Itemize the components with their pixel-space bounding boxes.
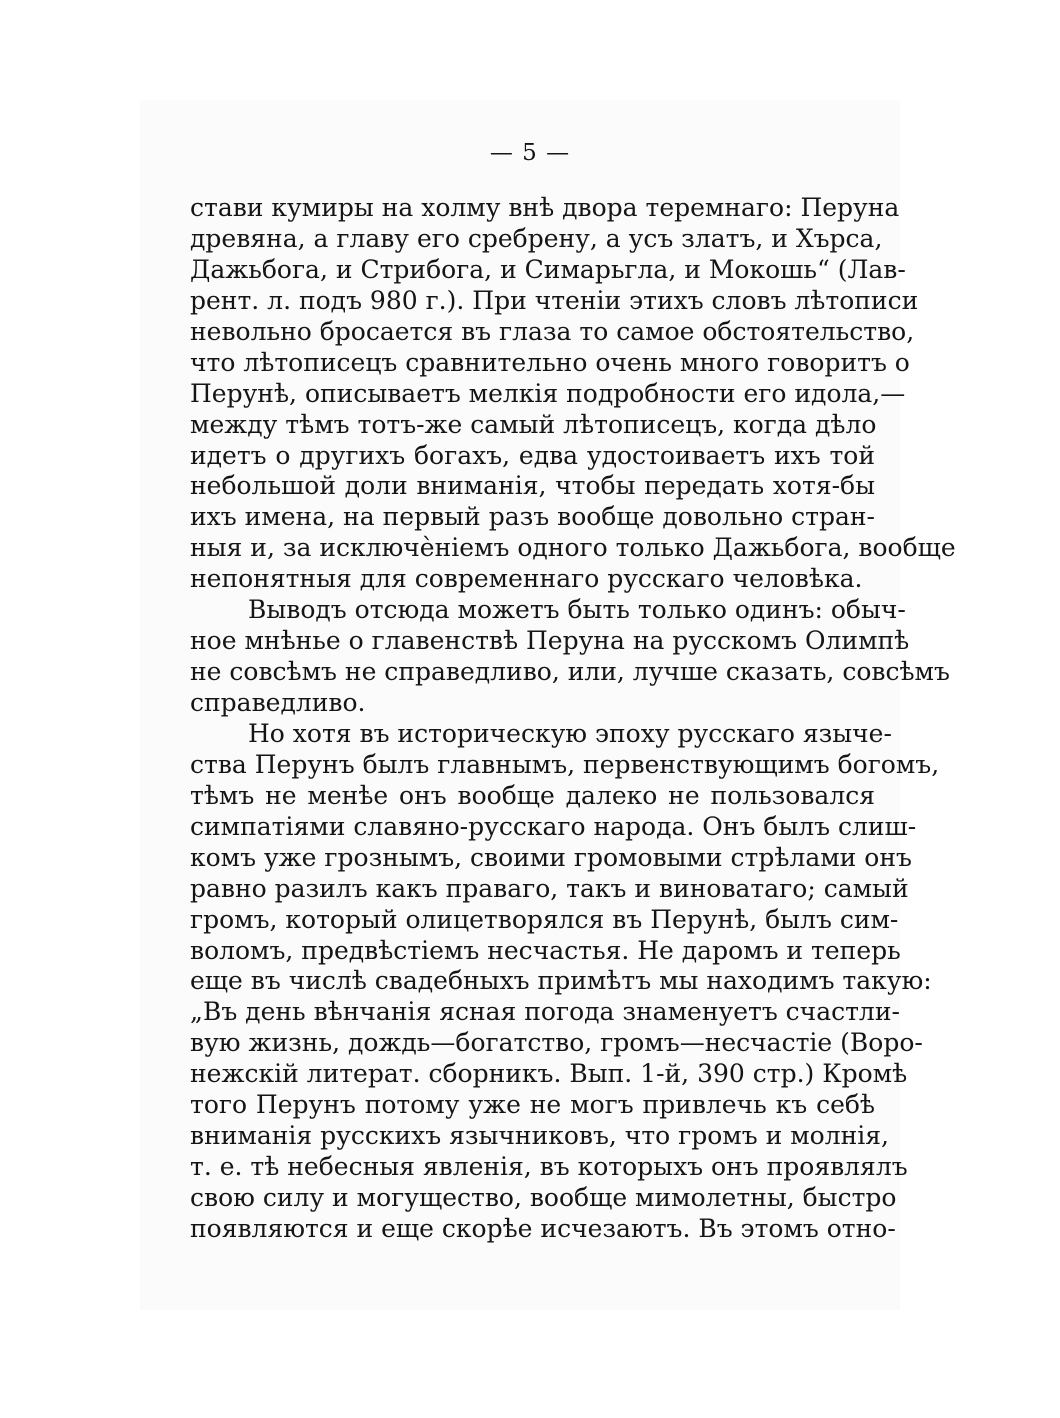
text-line: Перунѣ, описываетъ мелкiя подробности его идола,— bbox=[190, 378, 906, 408]
text-line: невольно бросается въ глаза то самое обстоятельство, bbox=[190, 316, 915, 346]
text-line: ства Перунъ былъ главнымъ, первенствующимъ богомъ, bbox=[190, 749, 940, 779]
paragraph-start-line: Выводъ отсюда можетъ быть только одинъ: обыч- bbox=[248, 595, 906, 625]
text-line: Дажьбога, и Стрибога, и Симарьгла, и Мокошь“ (Лав- bbox=[190, 254, 906, 284]
text-line: нежскiй литерат. сборникъ. Вып. 1-й, 390 стр.) Кромѣ bbox=[190, 1059, 908, 1089]
text-line: еще въ числѣ свадебныхъ примѣтъ мы находимъ такую: bbox=[190, 966, 932, 996]
text-line: воломъ, предвѣстiемъ несчастья. Не даромъ и теперь bbox=[190, 935, 901, 965]
text-line: ное мнѣнье о главенствѣ Перуна на русскомъ Олимпѣ bbox=[190, 626, 910, 656]
text-line: справедливо. bbox=[190, 688, 366, 717]
paragraph-start-line: Но хотя въ историческую эпоху русскаго языче- bbox=[248, 718, 892, 748]
text-line: ныя и, за исключѐнiемъ одного только Дажьбога, вообще bbox=[190, 533, 956, 563]
body-text bbox=[190, 193, 956, 1245]
text-line: что лѣтописецъ сравнительно очень много говоритъ о bbox=[190, 347, 910, 377]
text-line: свою силу и могущество, вообще мимолетны, быстро bbox=[190, 1183, 897, 1212]
text-line: между тѣмъ тотъ-же самый лѣтописецъ, когда дѣло bbox=[190, 409, 877, 439]
text-line: равно разилъ какъ праваго, такъ и виноватаго; самый bbox=[190, 873, 909, 903]
text-line: ихъ имена, на первый разъ вообще довольно стран- bbox=[190, 502, 875, 532]
text-line: громъ, который олицетворялся въ Перунѣ, былъ сим- bbox=[190, 904, 899, 934]
text-line: т. е. тѣ небесныя явленiя, въ которыхъ онъ проявлялъ bbox=[190, 1152, 908, 1182]
text-line: не совсѣмъ не справедливо, или, лучше сказать, совсѣмъ bbox=[190, 657, 950, 687]
text-line: симпатiями славяно-русскаго народа. Онъ былъ слиш- bbox=[190, 811, 917, 841]
text-line: того Перунъ потому уже не могъ привлечь къ себѣ bbox=[190, 1090, 875, 1120]
text-line: идетъ о другихъ богахъ, едва удостоиваетъ ихъ той bbox=[190, 440, 875, 470]
text-line: древяна, а главу его сребрену, а усъ златъ, и Хърса, bbox=[190, 223, 883, 253]
text-line: рент. л. подъ 980 г.). При чтенiи этихъ словъ лѣтописи bbox=[190, 285, 919, 315]
text-line: комъ уже грознымъ, своими громовыми стрѣлами онъ bbox=[190, 842, 912, 872]
text-line: вую жизнь, дождь—богатство, громъ—несчастiе (Воро- bbox=[190, 1028, 923, 1058]
text-line: появляются и еще скорѣе исчезаютъ. Въ этомъ отно- bbox=[190, 1213, 896, 1243]
text-line: вниманiя русскихъ язычниковъ, что громъ и молнiя, bbox=[190, 1121, 889, 1151]
text-line: „Въ день вѣнчанiя ясная погода знаменуетъ счастли- bbox=[190, 997, 900, 1027]
text-line: тѣмъ не менѣе онъ вообще далеко не пользовался bbox=[190, 780, 875, 810]
page-number: — 5 — bbox=[489, 140, 571, 166]
text-line: стави кумиры на холму внѣ двора теремнаго: Перуна bbox=[190, 193, 900, 222]
text-line: непонятныя для современнаго русскаго человѣка. bbox=[190, 564, 863, 594]
text-line: небольшой доли вниманiя, чтобы передать хотя-бы bbox=[190, 471, 875, 501]
